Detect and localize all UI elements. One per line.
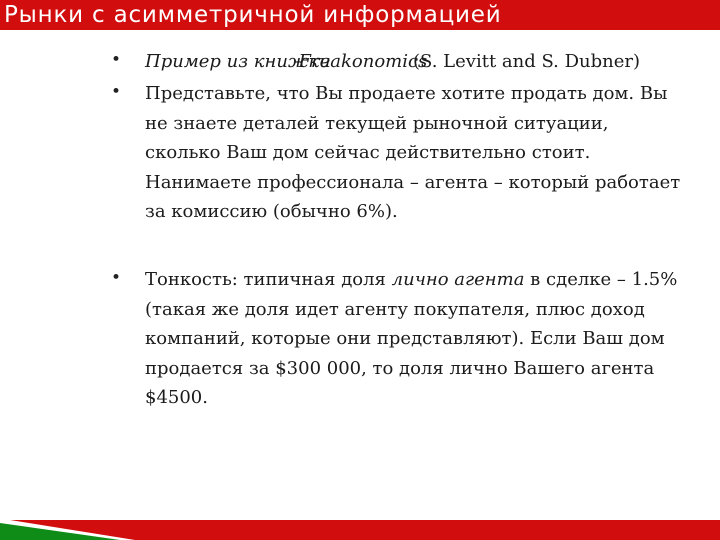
title-bar [0, 0, 720, 30]
bullet-3 [145, 265, 685, 413]
bullet-2: Представьте, что Вы продаете хотите продать дом. Вы не знаете деталей текущей рыночной ситуации, сколько Ваш дом сейчас действительно стоит. Нанимаете профессионала – агента – который работает за комиссию (обычно 6%). [145, 83, 681, 222]
bullet-3-text-before: Тонкость: типичная доля [145, 269, 392, 290]
slide-title: Рынки с асимметричной информацией [4, 2, 502, 28]
bullet-dot: • [111, 82, 122, 102]
bullet-dot: • [111, 268, 122, 288]
bullet-3-italic: лично агента [391, 269, 525, 290]
bullet-1-lead: Пример из книжки [145, 51, 331, 72]
book-title: Freakonomics [298, 51, 428, 72]
bullet-3-text-after: в сделке – 1.5% (такая же доля идет агенту покупателя, плюс доход компаний, которые они представляют). Если Ваш дом продается за $300 000, то доля лично Вашего агента $4500. [145, 269, 678, 408]
bullet-dot: • [111, 50, 122, 70]
book-authors: (S. Levitt and S. Dubner) [413, 51, 641, 72]
bullet-1 [145, 47, 685, 77]
footer-band [0, 520, 720, 540]
